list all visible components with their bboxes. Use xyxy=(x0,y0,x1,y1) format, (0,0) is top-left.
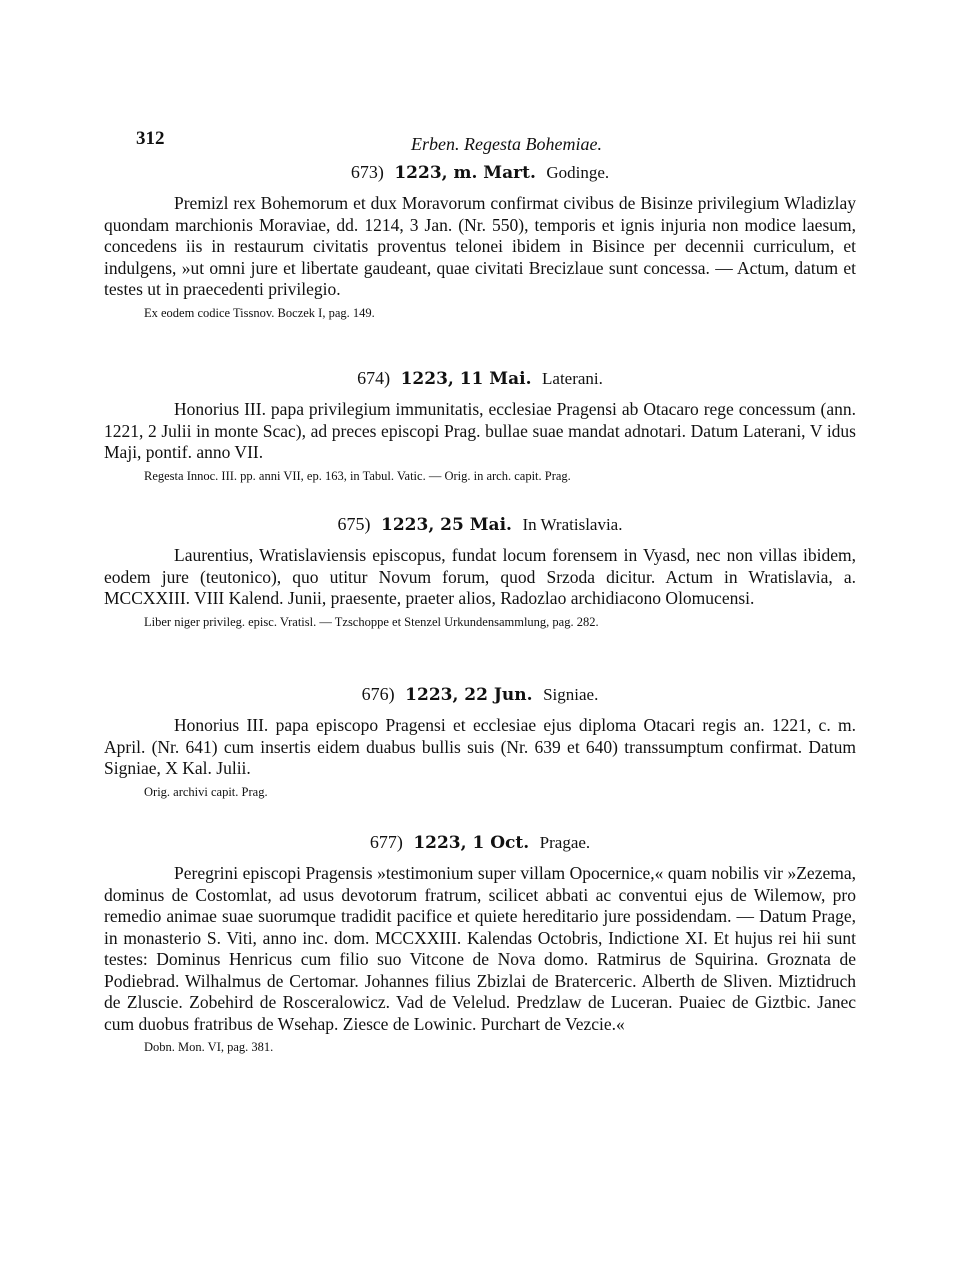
entry-place: In Wratislavia. xyxy=(522,515,623,534)
entry-number: 677) xyxy=(369,832,403,852)
entry-place: Signiae. xyxy=(543,685,599,704)
entry-text: Premizl rex Bohemorum et dux Moravorum confirmat civibus de Bisinze privilegium Wladizlay quondam marchionis Moraviae, dd. 1214, 3 Jan. (Nr. 550), temporis et ignis injuria non modice laesum, concedens iis in restaurum civitatis proventus telonei ibidem in Bisince per decennii curriculum, et indulgens, »ut omni jure et libertate gaudeant, quae civitati Brecizlaue sunt concessa. — Actum, datum et testes ut in praecedenti privilegio. xyxy=(104,193,856,299)
regest-entry-673 xyxy=(104,160,856,322)
entry-date: 1223, m. Mart. xyxy=(394,163,536,183)
entry-heading xyxy=(104,682,856,707)
entry-number: 673) xyxy=(350,162,384,182)
running-header xyxy=(136,128,876,158)
entry-source: Orig. archivi capit. Prag. xyxy=(144,784,268,799)
entry-number: 675) xyxy=(337,514,371,534)
entry-heading xyxy=(104,512,856,537)
page-number: 312 xyxy=(136,128,165,149)
regest-entry-677 xyxy=(104,830,856,1056)
entry-number: 674) xyxy=(357,368,391,388)
entry-text: Honorius III. papa privilegium immunitatis, ecclesiae Pragensi ab Otacaro rege concessum (ann. 1221, 2 Julii in monte Scac), ad preces episcopi Prag. bullae suae mandat adnotari. Datum Laterani, V idus Maji, pontif. anno VII. xyxy=(104,399,856,462)
entry-text: Peregrini episcopi Pragensis »testimonium super villam Opocernice,« quam nobilis vir »Zezema, dominus de Costomlat, ad usus devotorum fratrum, scilicet abbati ac conventui ejus de Wilemow, pro remedio animae suae suorumque tradidit pacifice et quiete hereditario jure possidendam. — Datum Prage, in monasterio S. Viti, anno inc. dom. MCCXXIII. Kalendas Octobris, Indictione XI. Et hujus rei hii sunt testes: Dominus Henricus cum filio suo Vitcone de Nova domo. Ratmirus de Squirina. Groznata de Podiebrad. Wilhalmus de Certomar. Johannes filius Zbizlai de Braterceric. Alberth de Sliven. Miztidruch de Zluscie. Zobehird de Rosceralowicz. Vad de Velelud. Predzlaw de Luceran. Puaiec de Giztbic. Janec cum duobus fratribus de Wsehap. Ziesce de Lowinic. Purchart de Vezcie.« xyxy=(104,863,856,1034)
entry-source: Liber niger privileg. episc. Vratisl. — Tzschoppe et Stenzel Urkundensammlung, pag. 282. xyxy=(144,614,599,629)
entry-date: 1223, 11 Mai. xyxy=(400,369,532,389)
entry-date: 1223, 25 Mai. xyxy=(381,515,512,535)
entry-source: Dobn. Mon. VI, pag. 381. xyxy=(144,1040,274,1054)
entry-place: Godinge. xyxy=(546,163,610,182)
entry-heading xyxy=(104,160,856,185)
entry-source: Ex eodem codice Tissnov. Boczek I, pag. 149. xyxy=(144,305,375,320)
entry-source: Regesta Innoc. III. pp. anni VII, ep. 163, in Tabul. Vatic. — Orig. in arch. capit. Prag. xyxy=(144,468,571,483)
entry-heading xyxy=(104,830,856,855)
entry-place: Pragae. xyxy=(539,833,591,852)
entry-date: 1223, 22 Jun. xyxy=(405,685,533,705)
entry-number: 676) xyxy=(361,684,395,704)
entry-date: 1223, 1 Oct. xyxy=(413,833,530,853)
entry-place: Laterani. xyxy=(542,369,603,388)
regest-entry-676 xyxy=(104,682,856,801)
running-title: Erben. Regesta Bohemiae. xyxy=(411,134,602,154)
regest-entry-675 xyxy=(104,512,856,631)
regest-entry-674 xyxy=(104,366,856,485)
entry-text: Laurentius, Wratislaviensis episcopus, fundat locum forensem in Vyasd, nec non villas ibidem, eodem jure (teutonico), quo utitur Novum forum, quod Srzoda dicitur. Actum in Wratislavia, a. MCCXXIII. VIII Kalend. Junii, praesente, praeter alios, Radozlao archidiacono Olomucensi. xyxy=(104,545,856,608)
entry-text: Honorius III. papa episcopo Pragensi et ecclesiae ejus diploma Otacari regis an. 1221, c. m. April. (Nr. 641) cum insertis eidem duabus bullis suis (Nr. 639 et 640) transsumptum confirmat. Datum Signiae, X Kal. Julii. xyxy=(104,715,856,778)
entry-heading xyxy=(104,366,856,391)
